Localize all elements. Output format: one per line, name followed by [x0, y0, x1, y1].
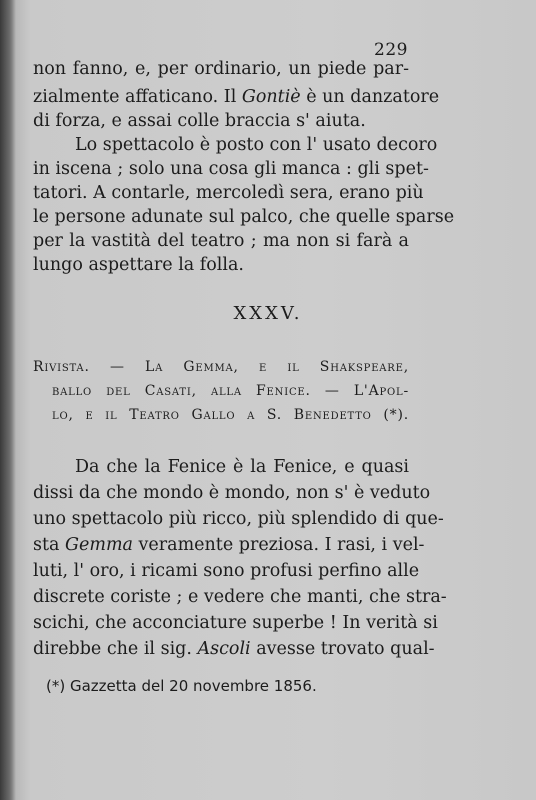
text-line: di forza, e assai colle braccia s' aiuta. — [33, 111, 366, 131]
caption-line: ballo del Casati, alla Fenice. — L'Apol- — [52, 383, 409, 399]
text-line: non fanno, e, per ordinario, un piede par- — [33, 59, 409, 79]
text-line: le persone adunate sul palco, che quelle sparse — [33, 207, 455, 227]
text-line: luti, l' oro, i ricami sono profusi perfino alle — [33, 561, 420, 581]
book-spine-shadow — [0, 0, 16, 800]
text-line: zialmente affaticano. Il Gontiè è un danzatore — [33, 87, 440, 107]
text-line: uno spettacolo più ricco, più splendido di que- — [33, 509, 444, 529]
caption-line: lo, e il Teatro Gallo a S. Benedetto (*). — [52, 407, 409, 423]
footnote: (*) Gazzetta del 20 novembre 1856. — [46, 677, 317, 695]
text-line: in iscena ; solo una cosa gli manca : gli spet- — [33, 159, 429, 179]
text-line: Da che la Fenice è la Fenice, e quasi — [75, 457, 409, 477]
text-line: per la vastità del teatro ; ma non si farà a — [33, 231, 409, 251]
text-line: discrete coriste ; e vedere che manti, che stra- — [33, 587, 447, 607]
chapter-number: XXXV. — [233, 303, 303, 324]
text-line: sta Gemma veramente preziosa. I rasi, i vel- — [33, 535, 425, 555]
text-line: lungo aspettare la folla. — [33, 255, 244, 275]
page-number: 229 — [374, 40, 408, 60]
italic-word: Ascoli — [197, 639, 251, 659]
italic-word: Gontiè — [241, 87, 301, 107]
text-line: Lo spettacolo è posto con l' usato decoro — [75, 135, 438, 155]
text-line: direbbe che il sig. Ascoli avesse trovato qual- — [33, 639, 435, 659]
caption-line: Rivista. — La Gemma, e il Shakspeare, — [33, 359, 409, 375]
text-line: dissi da che mondo è mondo, non s' è veduto — [33, 483, 431, 503]
text-line: scichi, che acconciature superbe ! In verità si — [33, 613, 438, 633]
text-line: tatori. A contarle, mercoledì sera, erano più — [33, 183, 424, 203]
italic-word: Gemma — [65, 535, 133, 555]
